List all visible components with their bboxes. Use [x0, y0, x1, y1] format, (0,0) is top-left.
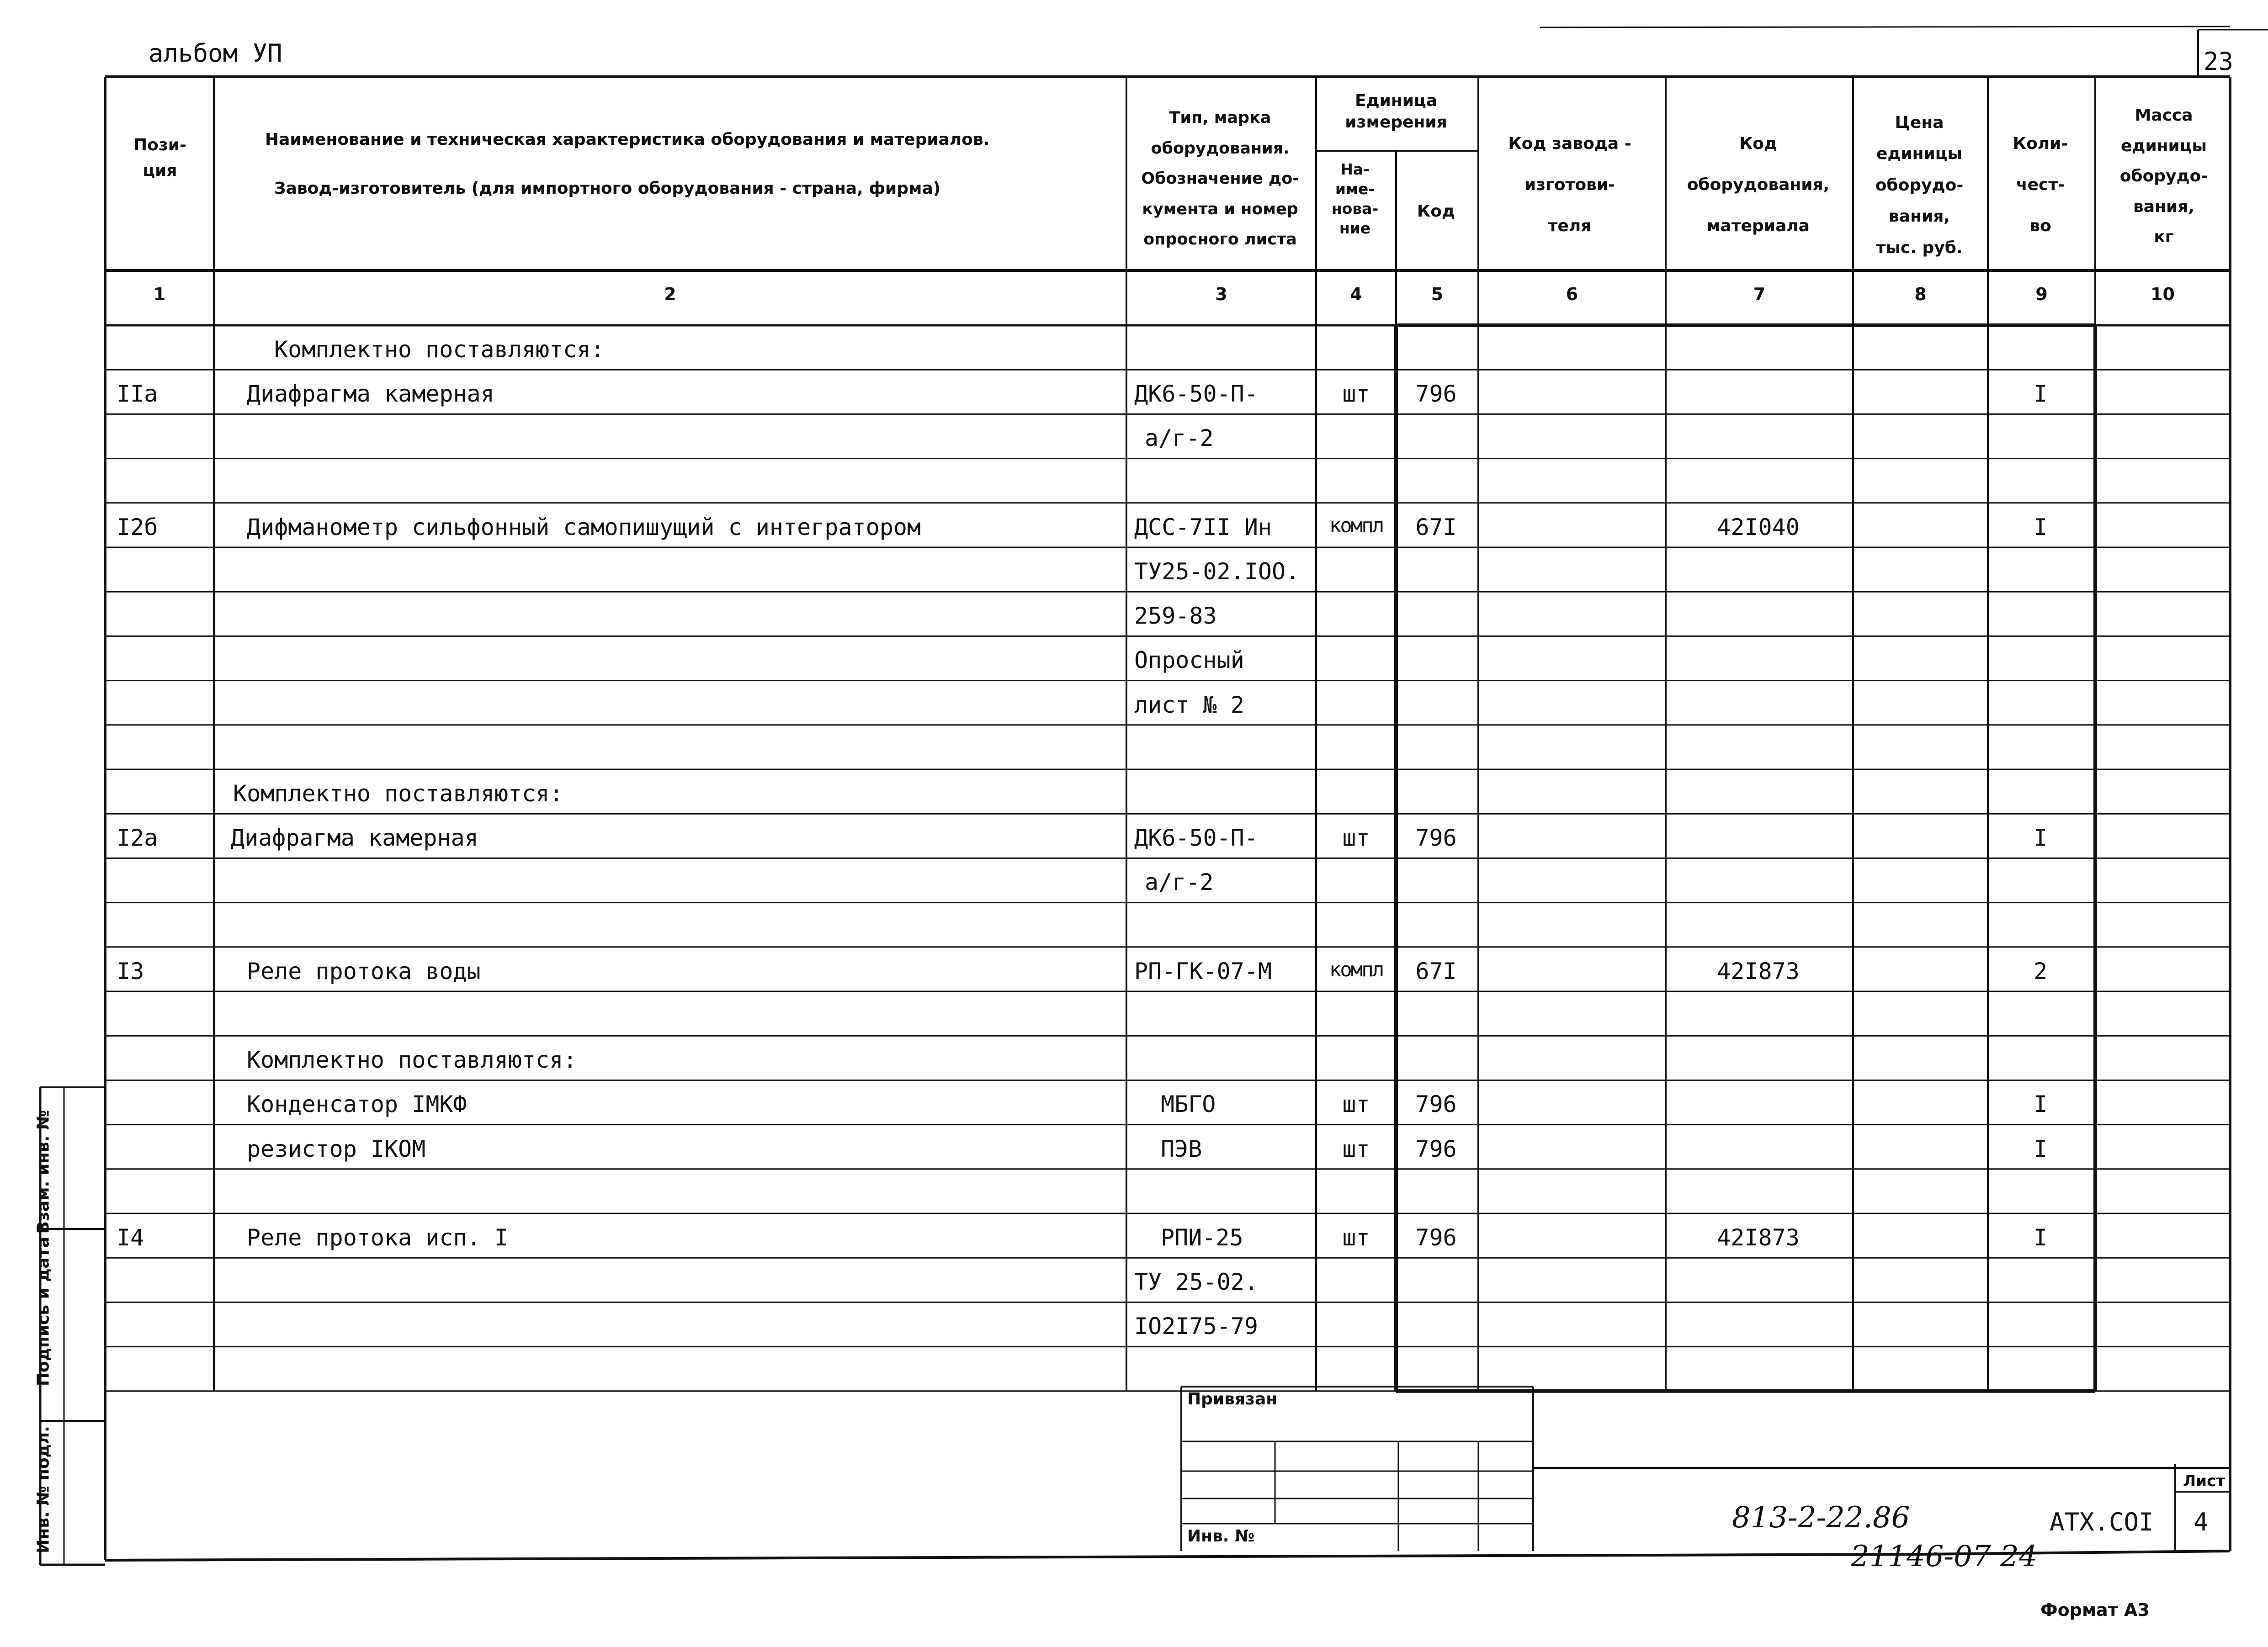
cell-type: ТУ25-02.IОО. [1134, 558, 1300, 585]
header-name-line1: Наименование и техническая характеристика оборудования и материалов. [265, 130, 990, 149]
cell-quantity: I [2033, 1091, 2048, 1118]
cell-unit-code: 796 [1415, 825, 1457, 852]
cell-quantity: I [2033, 825, 2048, 852]
header-equipment-code: Код оборудования, материала [1687, 134, 1830, 235]
cell-name: Комплектно поставляются: [233, 780, 563, 807]
doc-code: АТХ.СОI [2050, 1508, 2154, 1536]
cell-unit-name: шт [1342, 825, 1370, 852]
cell-unit-name: шт [1342, 381, 1370, 408]
column-number-2: 2 [664, 284, 676, 304]
cell-position: I4 [117, 1224, 144, 1251]
cell-quantity: I [2033, 1224, 2048, 1251]
cell-name: Дифманометр сильфонный самопишущий с интегратором [247, 514, 921, 540]
cell-unit-name: шт [1342, 1135, 1370, 1162]
cell-name: Диафрагма камерная [231, 825, 478, 852]
cell-quantity: I [2033, 514, 2048, 540]
cell-type: ПЭВ [1161, 1135, 1202, 1162]
cell-type: ДК6-50-П- [1134, 381, 1258, 408]
cell-name: Диафрагма камерная [247, 381, 494, 408]
header-unit-group: Единица измерения [1345, 91, 1447, 132]
column-number-9: 9 [2035, 284, 2048, 304]
archive-number: 21146-07 24 [1851, 1540, 2038, 1573]
header-mass: Масса единицы оборудо- вания, кг [2119, 106, 2208, 247]
side-label-inv-podl: Инв. № подл. [34, 1426, 53, 1553]
header-position: Пози- ция [133, 136, 186, 180]
header-unit-code: Код [1417, 202, 1455, 221]
cell-type: а/г-2 [1145, 425, 1214, 452]
cell-type: а/г-2 [1145, 869, 1214, 896]
cell-type: Опросный [1134, 647, 1244, 674]
album-label: альбом УП [149, 39, 282, 68]
cell-name: Комплектно поставляются: [274, 336, 605, 363]
cell-unit-code: 67I [1415, 514, 1457, 540]
column-number-5: 5 [1431, 284, 1444, 304]
cell-type: 259-83 [1134, 603, 1217, 630]
cell-type: IО2I75-79 [1134, 1313, 1258, 1340]
header-price: Цена единицы оборудо- вания, тыс. руб. [1875, 113, 1964, 257]
sheet-label: Лист [2183, 1472, 2225, 1490]
cell-unit-code: 67I [1415, 958, 1457, 985]
stamp-inv-no: Инв. № [1187, 1527, 1255, 1546]
cell-name: Реле протока воды [247, 958, 481, 985]
page-number: 23 [2204, 47, 2234, 76]
header-factory-code: Код завода - изготови- теля [1508, 134, 1631, 235]
cell-unit-code: 796 [1415, 1091, 1457, 1118]
cell-unit-code: 796 [1415, 381, 1457, 408]
top-border-line [1540, 26, 2230, 27]
header-type: Тип, марка оборудования. Обозначение до- кумента и номер опросного листа [1141, 109, 1299, 249]
cell-type: МБГО [1161, 1091, 1216, 1118]
side-label-podpis-data: Подпись и дата [34, 1237, 53, 1386]
column-number-7: 7 [1753, 284, 1766, 304]
cell-quantity: 2 [2033, 958, 2048, 985]
cell-type: лист № 2 [1134, 691, 1244, 718]
cell-position: I2б [117, 514, 158, 540]
header-unit-name: На- име- нова- ние [1331, 160, 1379, 237]
frame-bottom [105, 1554, 1919, 1560]
cell-type: РП-ГК-07-М [1134, 958, 1272, 985]
cell-name: Реле протока исп. I [247, 1224, 508, 1251]
header-quantity: Коли- чест- во [2013, 134, 2068, 235]
column-number-3: 3 [1215, 284, 1227, 304]
cell-name: Комплектно поставляются: [247, 1047, 577, 1074]
cell-unit-code: 796 [1415, 1224, 1457, 1251]
cell-type: ДК6-50-П- [1134, 825, 1258, 852]
column-number-6: 6 [1566, 284, 1578, 304]
cell-name: Конденсатор IМКФ [247, 1091, 467, 1118]
sheet-number: 4 [2194, 1508, 2209, 1536]
cell-name: резистор IКОМ [247, 1135, 426, 1162]
cell-equipment-code: 42I873 [1717, 958, 1800, 985]
side-label-vzam-inv: Взам. инв. № [34, 1110, 53, 1234]
cell-type: РПИ-25 [1161, 1224, 1243, 1251]
cell-equipment-code: 42I040 [1717, 514, 1800, 540]
cell-position: I3 [117, 958, 144, 985]
cell-unit-name: компл [1329, 514, 1383, 537]
cell-quantity: I [2033, 1135, 2048, 1162]
stamp-privyazan: Привязан [1187, 1390, 1278, 1409]
format-label: Формат А3 [2040, 1600, 2150, 1620]
cell-unit-name: шт [1342, 1091, 1370, 1118]
cell-equipment-code: 42I873 [1717, 1224, 1800, 1251]
cell-unit-name: компл [1329, 958, 1383, 981]
cell-unit-code: 796 [1415, 1135, 1457, 1162]
doc-number: 813-2-22.86 [1732, 1501, 1910, 1535]
column-number-4: 4 [1350, 284, 1362, 304]
column-number-10: 10 [2151, 284, 2175, 304]
cell-type: ТУ 25-02. [1134, 1269, 1258, 1296]
cell-position: IIа [117, 381, 158, 408]
cell-quantity: I [2033, 381, 2048, 408]
column-number-8: 8 [1914, 284, 1927, 304]
cell-type: ДСС-7II Ин [1134, 514, 1272, 540]
column-number-1: 1 [153, 284, 166, 304]
cell-position: I2а [117, 825, 158, 852]
header-name-line2: Завод-изготовитель (для импортного оборудования - страна, фирма) [274, 179, 941, 198]
cell-unit-name: шт [1342, 1224, 1370, 1251]
